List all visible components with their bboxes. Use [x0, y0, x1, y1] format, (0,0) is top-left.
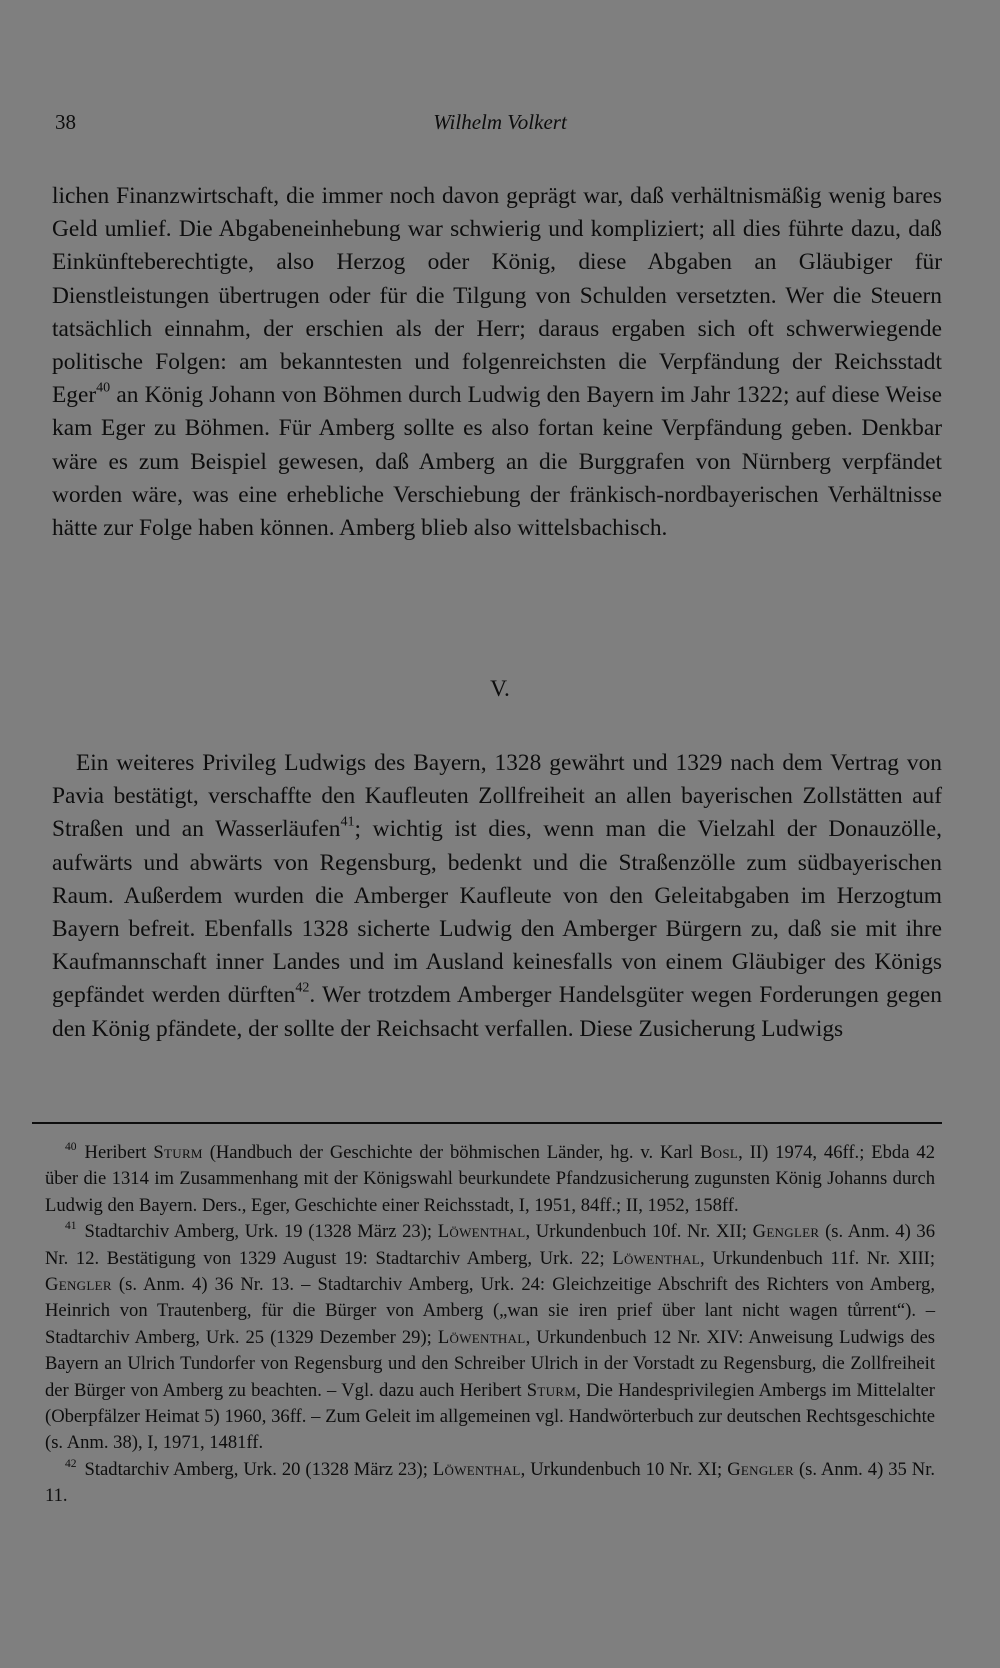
text-run: an König Johann von Böhmen durch Ludwig den Bayern im Jahr 1322; auf diese Weise kam Eger zu Böhmen. Für Amberg sollte es also fortan keine Verpfändung geben. Denkbar wäre es zum Beispiel gewesen, daß Amberg an die Burggrafen von Nürnberg verpfändet worden wäre, was eine erhebliche Verschiebung der fränkisch-nordbayerischen Verhältnisse hätte zur Folge haben können. Amberg blieb also wittelsbachisch. [52, 382, 942, 542]
text-run: (Handbuch der Geschichte der böhmischen Länder, hg. v. Karl [202, 1142, 700, 1163]
footnote-marker: 40 [65, 1140, 77, 1153]
footnote-reference: 41 [340, 813, 355, 830]
text-run: , Urkundenbuch 10 Nr. XI; [520, 1458, 728, 1480]
author-name: Löwenthal [432, 1458, 521, 1480]
text-run: Ein weiteres Privileg Ludwigs des Bayern, 1328 gewährt und 1329 nach dem Vertrag von Pavia bestätigt, verschaffte den Kaufleuten Zollfreiheit an allen bayerischen Zollstätten auf Straßen und an Wasserläufen [52, 750, 942, 843]
footnote-marker: 42 [65, 1457, 77, 1470]
footnote-42 [45, 1457, 935, 1510]
author-name: Bosl [699, 1142, 739, 1163]
text-run: . Wer trotzdem Amberger Handelsgüter wegen Forderungen gegen den König pfändete, der sollte der Reichsacht verfallen. Diese Zusicherung Ludwigs [52, 982, 942, 1042]
text-run: Heribert [84, 1142, 154, 1163]
footnote-40 [45, 1140, 935, 1219]
author-name: Sturm [153, 1142, 203, 1163]
footnote-reference: 40 [96, 379, 111, 396]
text-run: , II) 1974, 46ff.; Ebda 42 über die 1314 im Zusammenhang mit der Königswahl beurkundete Pfandzusicherung zugunsten König Johanns durch Ludwig den Bayern. Ders., Eger, Geschichte einer Reichsstadt, I, 1951, 84ff.; II, 1952, 158ff. [45, 1142, 935, 1216]
section-heading: V. [490, 676, 510, 702]
author-name: Löwenthal [437, 1326, 526, 1348]
text-run: , Urkundenbuch 10f. Nr. XII; [525, 1221, 753, 1243]
text-run: , Urkundenbuch 11f. Nr. XIII; [700, 1247, 935, 1269]
page-number: 38 [55, 110, 76, 134]
author-name: Löwenthal [612, 1247, 701, 1269]
author-name: Gengler [752, 1221, 820, 1243]
text-run: (s. Anm. 4) 36 Nr. 13. – Stadtarchiv Amberg, Urk. 24: Gleichzeitige Abschrift des Richters von Amberg, Heinrich von Trautenberg, für die Bürger von Amberg („wan sie iren prief über lant nicht wagen tůrrent“). – Stadtarchiv Amberg, Urk. 25 (1329 Dezember 29); [45, 1274, 935, 1348]
footnote-reference: 42 [295, 979, 310, 996]
text-run: , Die Handesprivilegien Ambergs im Mittelalter (Oberpfälzer Heimat 5) 1960, 36ff. – Zum Geleit im allgemeinen vgl. Handwörterbuch zur deutschen Rechtsgeschichte (s. Anm. 38), I, 1971, 1481ff. [45, 1379, 935, 1454]
text-run: Stadtarchiv Amberg, Urk. 19 (1328 März 23); [84, 1221, 438, 1243]
footnote-separator [32, 1122, 942, 1124]
text-run: ; wichtig ist dies, wenn man die Vielzahl der Donauzölle, aufwärts und abwärts von Regensburg, bedenkt und die Straßenzölle zum südbayerischen Raum. Außerdem wurden die Amberger Kaufleute von den Geleitabgaben im Herzogtum Bayern befreit. Ebenfalls 1328 sicherte Ludwig den Amberger Bürgern zu, daß sie mit ihre Kaufmannschaft inner Landes und im Ausland keinesfalls von einem Gläubiger des Königs gepfändet werden dürften [52, 816, 943, 1009]
body-paragraph-1 [52, 180, 942, 545]
author-name: Gengler [45, 1274, 112, 1296]
text-run: lichen Finanzwirtschaft, die immer noch davon geprägt war, daß verhältnismäßig wenig bares Geld umlief. Die Abgabeneinhebung war schwierig und kompliziert; all dies führte dazu, daß Einkünfteberechtigte, also Herzog oder König, diese Abgaben an Gläubiger für Dienstleistungen übertrugen oder für die Tilgung von Schulden versetzten. Wer die Steuern tatsächlich einnahm, der erschien als der Herr; daraus ergaben sich oft schwerwiegende politische Folgen: am bekanntesten und folgenreichsten die Verpfändung der Reichsstadt Eger [52, 183, 942, 409]
text-run: Stadtarchiv Amberg, Urk. 20 (1328 März 23); [84, 1458, 433, 1480]
running-head: Wilhelm Volkert [433, 110, 567, 134]
footnote-41 [45, 1219, 935, 1457]
page-header [55, 110, 945, 142]
footnotes [45, 1140, 935, 1510]
footnote-marker: 41 [65, 1220, 77, 1233]
author-name: Gengler [727, 1458, 794, 1480]
text-run: , Urkundenbuch 12 Nr. XIV: Anweisung Ludwigs des Bayern an Ulrich Tundorfer von Regensburg und den Schreiber Ulrich in der Vorstadt zu Regensburg, die Zollfreiheit der Bürger von Amberg zu beachten. – Vgl. dazu auch Heribert [45, 1326, 935, 1401]
author-name: Sturm [526, 1379, 577, 1401]
text-run: (s. Anm. 4) 36 Nr. 12. Bestätigung von 1329 August 19: Stadtarchiv Amberg, Urk. 22; [45, 1221, 936, 1269]
text-run: (s. Anm. 4) 35 Nr. 11. [45, 1458, 936, 1507]
body-paragraph-2 [52, 747, 942, 1046]
author-name: Löwenthal [437, 1221, 526, 1243]
